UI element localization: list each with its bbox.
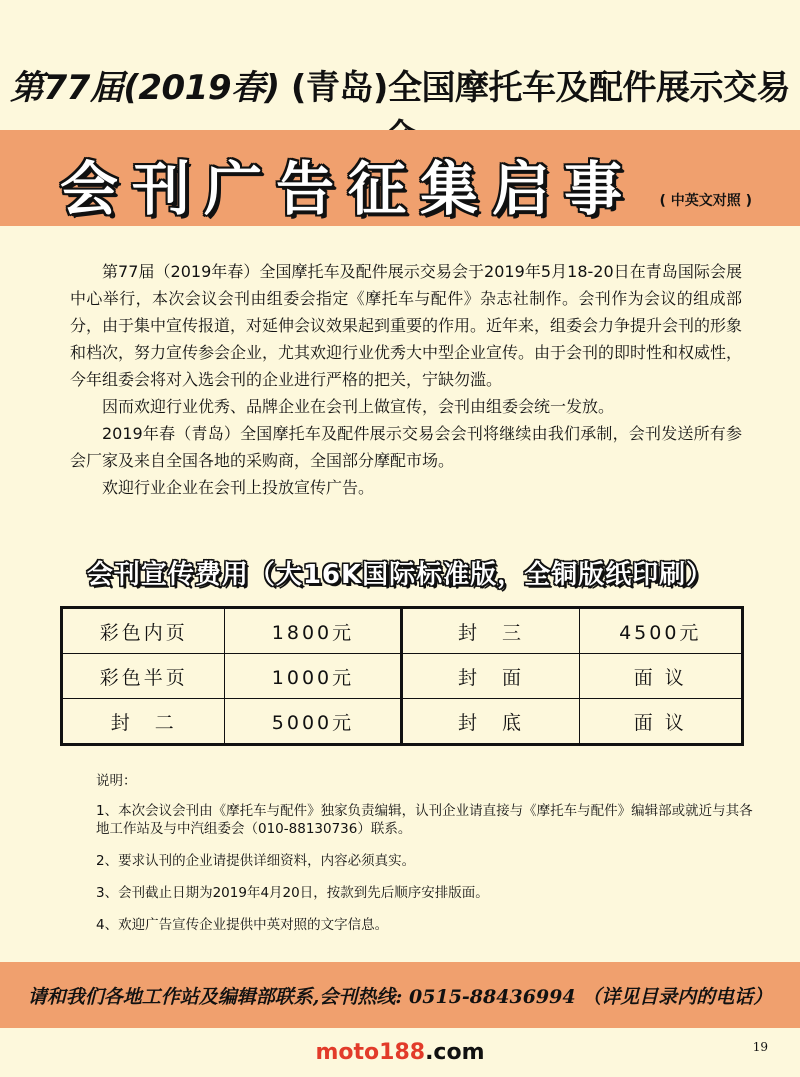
table-row [62,699,743,745]
intro-text [70,258,742,501]
fee-price: 1000元 [225,654,402,699]
table-row [62,654,743,699]
page-number: 19 [752,1040,768,1054]
contact-hotline: 请和我们各地工作站及编辑部联系,会刊热线: 0515-88436994 （详见目录内的电话） [27,986,773,1008]
note-item: 3、会刊截止日期为2019年4月20日，按款到先后顺序安排版面。 [96,885,489,901]
notes-title: 说明： [96,773,137,789]
notes-section [96,772,766,948]
fee-price: 5000元 [225,699,402,745]
watermark-domain: .com [425,1040,485,1065]
note-item: 2、要求认刊的企业请提供详细资料，内容必须真实。 [96,853,416,869]
site-watermark [0,1040,800,1065]
fee-price: 面 议 [579,699,742,745]
intro-paragraph: 因而欢迎行业优秀、品牌企业在会刊上做宣传，会刊由组委会统一发放。 [102,397,615,416]
intro-paragraph: 第77届（2019年春）全国摩托车及配件展示交易会于2019年5月18-20日在青岛国际会展中心举行，本次会议会刊由组委会指定《摩托车与配件》杂志社制作。会刊作为会议的组成部分，由于集中宣传报道，对延伸会议效果起到重要的作用。近年来，组委会力争提升会刊的形象和档次，努力宣传参会企业，尤其欢迎行业优秀大中型企业宣传。由于会刊的即时性和权威性，今年组委会将对入选会刊的企业进行严格的把关，宁缺勿滥。 [70,262,743,389]
fee-price: 1800元 [225,608,402,654]
fee-item: 彩色半页 [62,654,225,699]
fee-item: 封 二 [62,699,225,745]
fee-item: 封 底 [402,699,579,745]
title-banner [0,130,800,226]
fee-item: 封 三 [402,608,579,654]
note-item: 1、本次会议会刊由《摩托车与配件》独家负责编辑，认刊企业请直接与《摩托车与配件》编辑部或就近与其各地工作站及与中汽组委会（010-88130736）联系。 [96,803,753,837]
watermark-name: moto188 [315,1040,426,1065]
event-title-edition: 第77届(2019春) [10,68,280,108]
table-row [62,608,743,654]
fee-price: 面 议 [579,654,742,699]
fee-item: 彩色内页 [62,608,225,654]
banner-subtitle: ( 中英文对照 ) [659,193,752,209]
fee-price: 4500元 [579,608,742,654]
fee-item: 封 面 [402,654,579,699]
note-item: 4、欢迎广告宣传企业提供中英对照的文字信息。 [96,917,389,933]
event-title-name: (青岛)全国摩托车及配件展示交易 [290,68,790,108]
fee-table [60,606,744,746]
intro-paragraph: 欢迎行业企业在会刊上投放宣传广告。 [102,478,375,497]
fee-heading: 会刊宣传费用（大16K国际标准版，全铜版纸印刷） [86,560,714,590]
intro-paragraph: 2019年春（青岛）全国摩托车及配件展示交易会会刊将继续由我们承制，会刊发送所有参会厂家及来自全国各地的采购商，全国部分摩配市场。 [70,424,742,470]
banner-title: 会刊广告征集启事 [60,155,637,223]
